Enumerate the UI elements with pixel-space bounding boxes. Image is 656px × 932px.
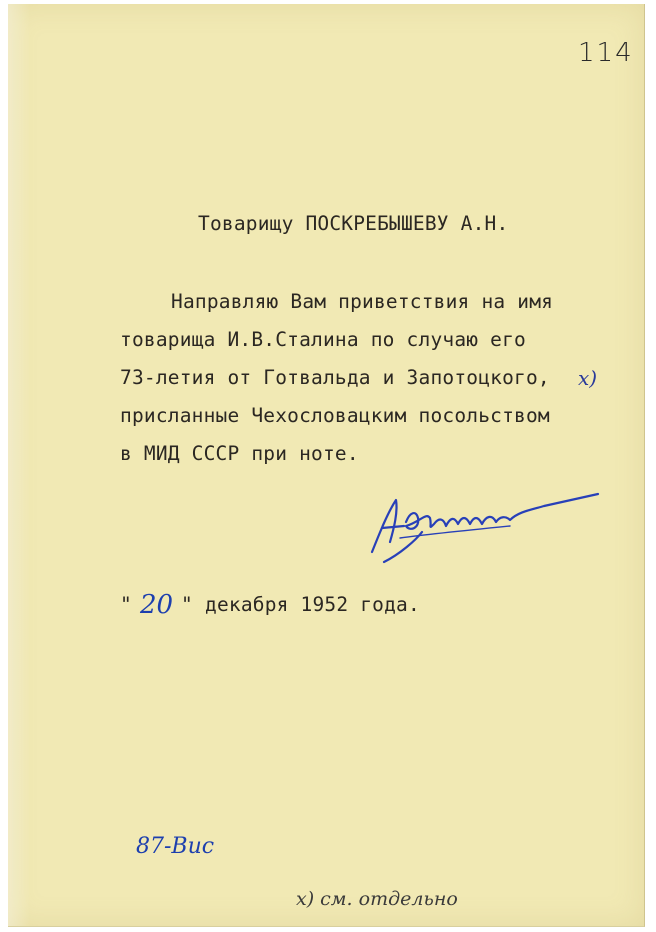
bottom-note: х) см. отдельно: [296, 888, 458, 910]
date-line: [120, 588, 420, 618]
body-line-4: присланные Чехословацким посольством: [120, 404, 550, 427]
footnote-mark: х): [578, 366, 598, 390]
date-day: 20: [139, 590, 174, 620]
body-line-3: 73-летия от Готвальда и Запотоцкого,: [120, 366, 550, 389]
signature: [360, 482, 610, 566]
date-close-quote: ": [181, 593, 193, 616]
date-open-quote: ": [120, 593, 132, 616]
document-page: [8, 4, 645, 927]
body-line-2: товарища И.В.Сталина по случаю его: [120, 328, 526, 351]
folio-number: 114: [578, 38, 634, 68]
page-fold-shadow: [8, 4, 30, 926]
body-line-1: Направляю Вам приветствия на имя: [171, 290, 554, 313]
addressee-line: Товарищу ПОСКРЕБЫШЕВУ А.Н.: [198, 212, 509, 235]
registration-note: 87-Вис: [136, 834, 215, 859]
date-month-year: декабря 1952 года.: [205, 593, 420, 616]
body-line-5: в МИД СССР при ноте.: [120, 442, 359, 465]
